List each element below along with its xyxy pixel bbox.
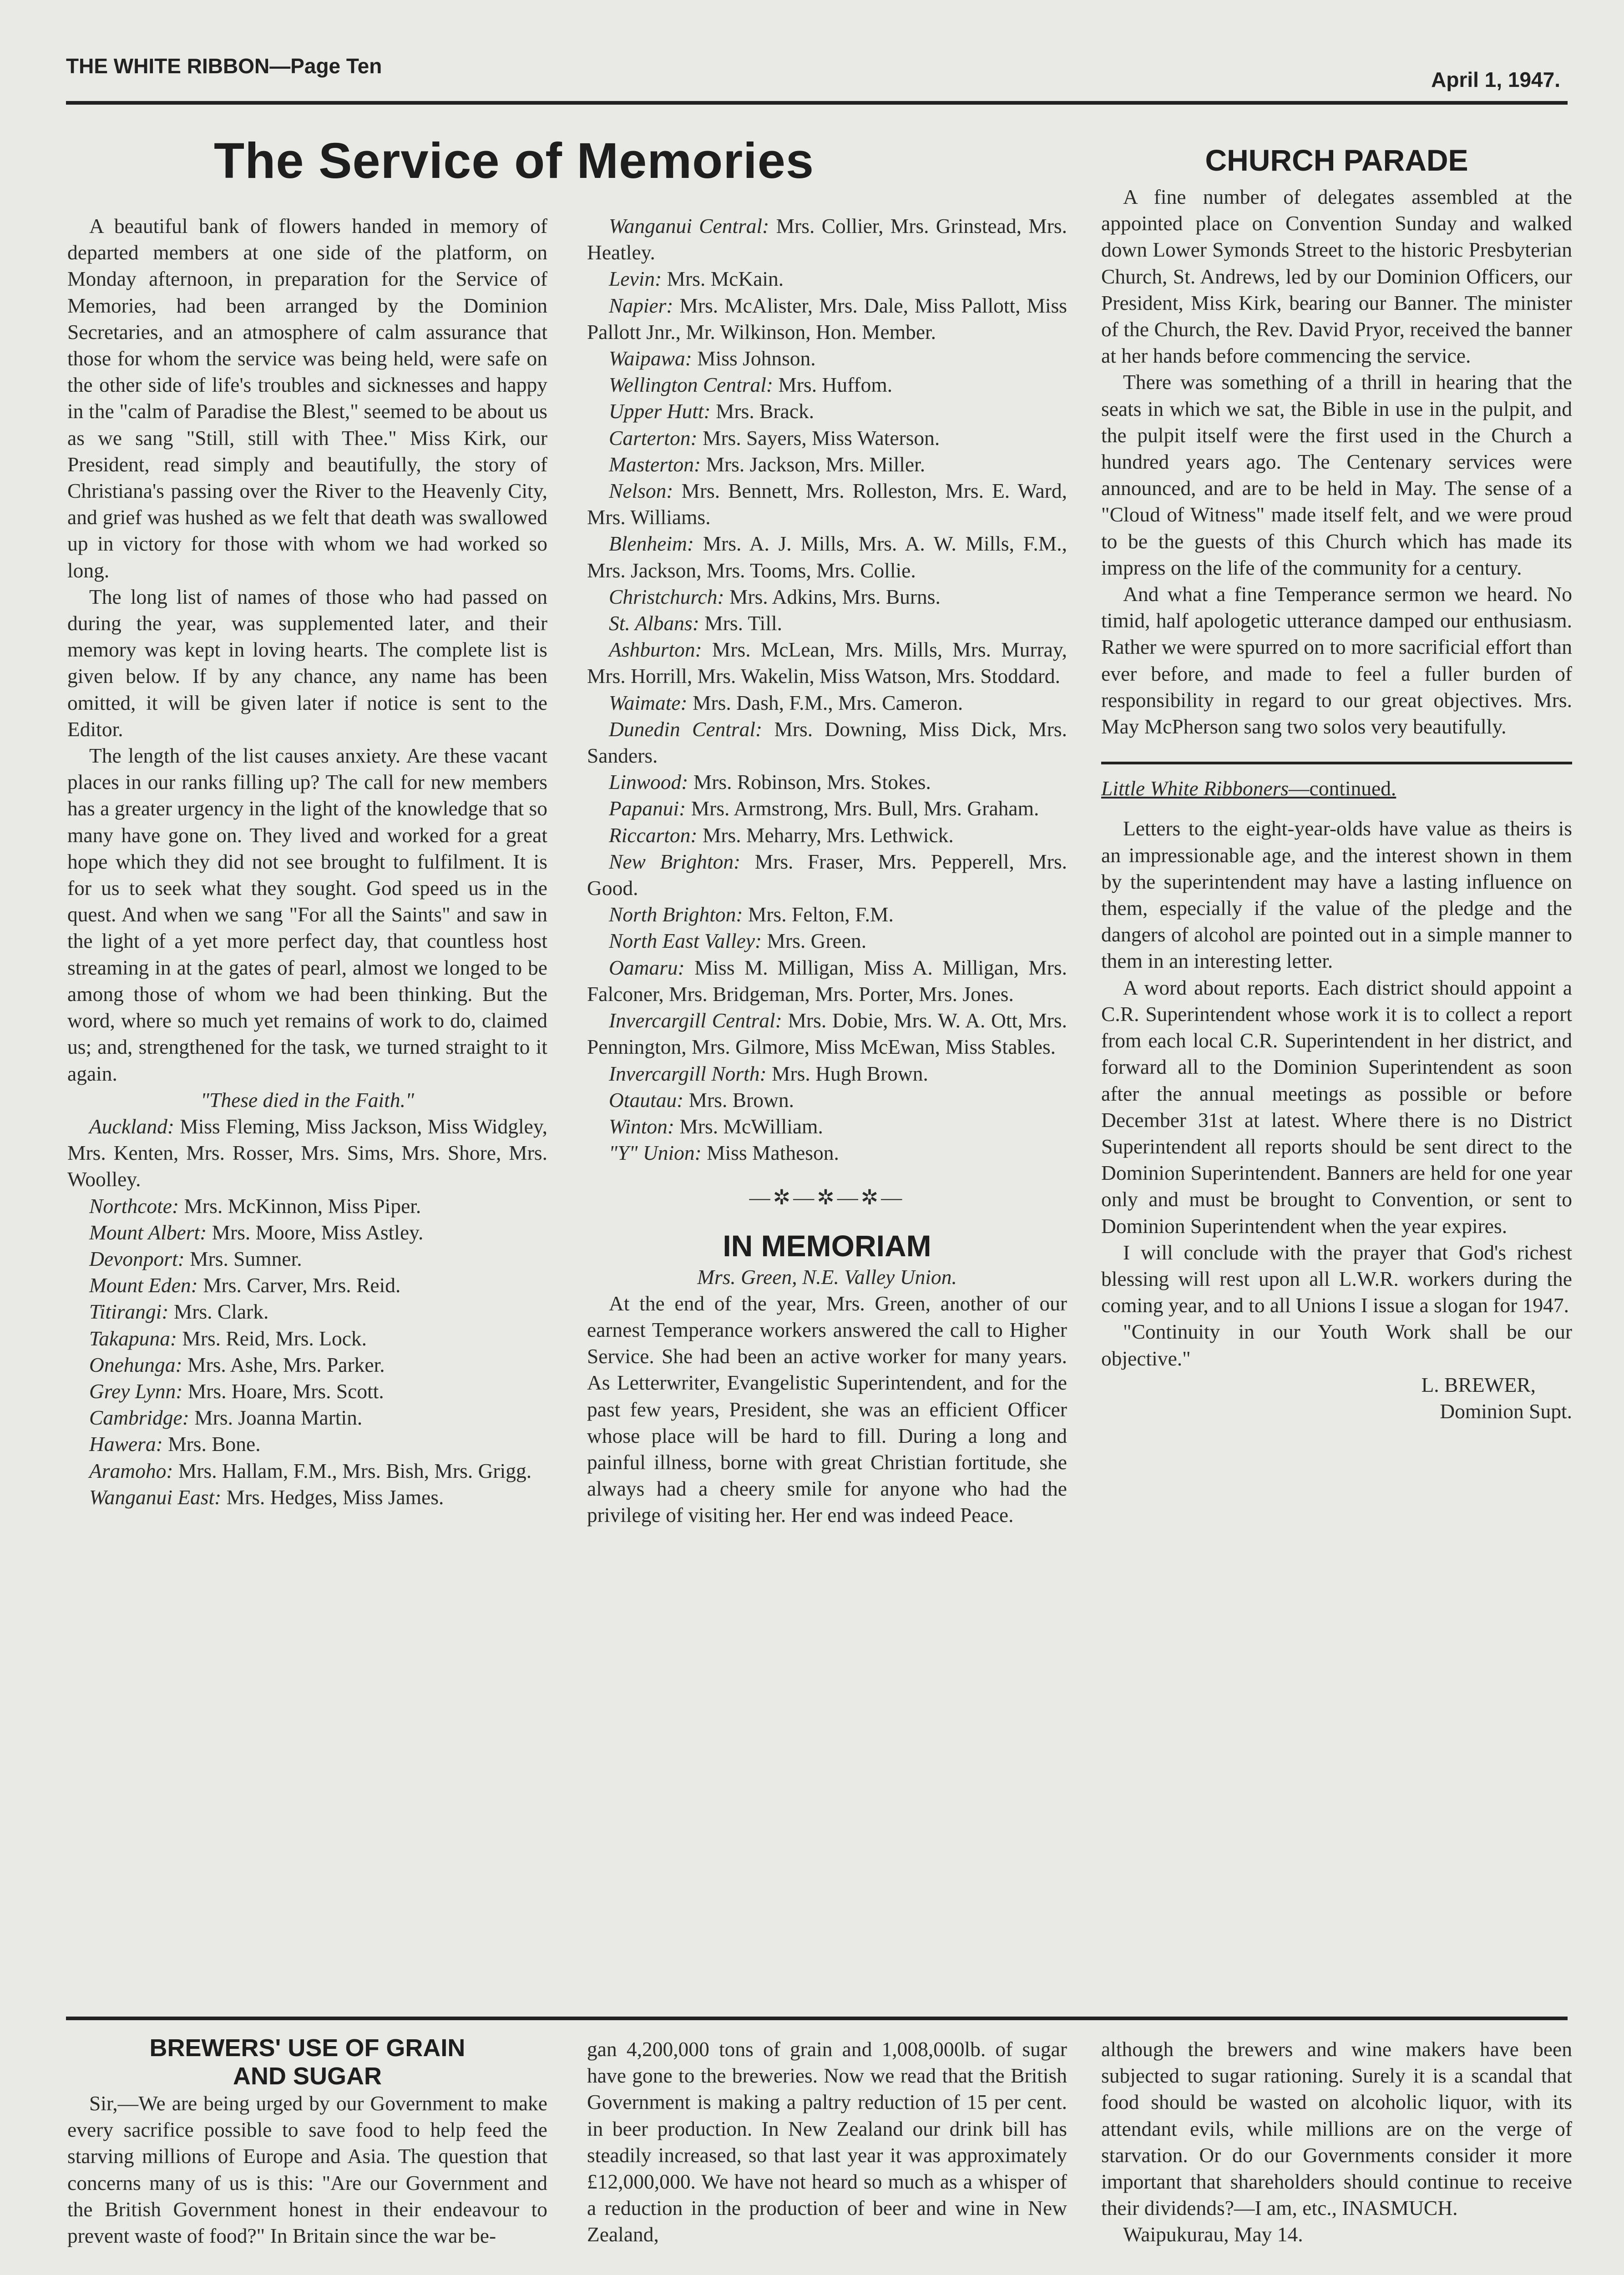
- memorial-entry: [587, 795, 1067, 822]
- memorial-place: Invercargill North:: [609, 1062, 767, 1085]
- memorial-names: Mrs. Clark.: [173, 1300, 269, 1324]
- memorial-entry: [587, 1007, 1067, 1060]
- memorial-place: Mount Albert:: [89, 1220, 207, 1244]
- memorial-place: Christchurch:: [609, 585, 724, 608]
- memorial-names: Mrs. Bone.: [168, 1432, 261, 1456]
- memorial-names: Miss M. Milligan, Miss A. Milligan, Mrs. Falconer, Mrs. Bridgeman, Mrs. Porter, Mrs. Jones.: [587, 956, 1067, 1006]
- memorial-entry: [67, 1272, 547, 1299]
- memorial-entry: [587, 531, 1067, 583]
- memorial-place: Wellington Central:: [609, 373, 774, 397]
- memorial-place: Upper Hutt:: [609, 399, 711, 423]
- little-white-paragraph-3: I will conclude with the prayer that God's richest blessing will rest upon all L.W.R. workers during the coming year, and to all Unions I issue a slogan for 1947.: [1101, 1240, 1572, 1317]
- brewers-title-line2: AND SUGAR: [233, 2063, 382, 2090]
- memorial-entry: [67, 1352, 547, 1378]
- memorial-place: Northcote:: [89, 1194, 179, 1218]
- memorial-names: Mrs. Reid, Mrs. Lock.: [182, 1326, 367, 1350]
- header-rule: [66, 101, 1568, 105]
- memorial-place: Blenheim:: [609, 532, 694, 556]
- church-paragraph-1: A fine number of delegates assembled at the appointed place on Convention Sunday and walked down Lower Symonds Street to the historic Presbyterian Church, St. Andrews, led by our Dominion Officers, our President, Miss Kirk, bearing our Banner. The minister of the Church, the Rev. David Pryor, received the banner at her hands before commencing the service.: [1101, 185, 1572, 368]
- memorial-entry: [587, 293, 1067, 345]
- memorial-place: Papanui:: [609, 797, 686, 820]
- memorial-place: Aramoho:: [89, 1459, 173, 1482]
- memorial-place: Wanganui East:: [89, 1485, 222, 1509]
- little-white-heading-suffix: —continued.: [1289, 777, 1396, 800]
- memorial-place: Invercargill Central:: [609, 1009, 782, 1032]
- memorial-place: Waipawa:: [609, 347, 692, 370]
- brewers-text-part2: gan 4,200,000 tons of grain and 1,008,000lb. of sugar have gone to the breweries. Now we read that the British Government is making a paltry reduction of 15 per cent. in beer production. In New Zealand our drink bill has steadily increased, so that last year it was approximately £12,000,000. We have not heard so much as a whisper of a reduction in the production of beer and wine in New Zealand,: [587, 2037, 1067, 2246]
- page-title: The Service of Memories: [214, 133, 815, 189]
- memorial-names: Mrs. Adkins, Mrs. Burns.: [729, 585, 941, 608]
- memorial-names: Mrs. Joanna Martin.: [194, 1406, 363, 1430]
- memorial-entry: [67, 1113, 547, 1193]
- memorial-names: Mrs. Huffom.: [778, 373, 893, 397]
- memorial-entry: [67, 1325, 547, 1352]
- memorial-entry: [587, 398, 1067, 425]
- column-2: [587, 213, 1067, 2008]
- little-white-paragraph-2: A word about reports. Each district should appoint a C.R. Superintendent whose work it is to collect a report from each local C.R. Superintendent in her district, and forward all to the Dominion Superintendent as soon after the annual meetings as possible or before December 31st at latest. Where there is no District Superintendent all reports should be sent direct to the Dominion Superintendent. Banners are held for one year only and must be brought to Convention, or sent to Dominion Superintendent when the year expires.: [1101, 976, 1572, 1238]
- memorial-place: Otautau:: [609, 1088, 684, 1112]
- brewers-column-1: [67, 2034, 547, 2275]
- memorial-entry: [587, 716, 1067, 769]
- memorial-entry: [587, 451, 1067, 478]
- memorial-place: New Brighton:: [609, 849, 741, 873]
- memorial-entry: [587, 213, 1067, 266]
- memorial-names: Mrs. Brack.: [716, 399, 815, 423]
- memorial-place: Linwood:: [609, 770, 688, 794]
- memorial-names: Mrs. Dash, F.M., Mrs. Cameron.: [693, 691, 963, 714]
- memorial-entry: [67, 1405, 547, 1431]
- little-white-heading: [1101, 775, 1572, 802]
- memorial-names: Mrs. Carver, Mrs. Reid.: [203, 1274, 401, 1297]
- brewers-text-part3: although the brewers and wine makers have been subjected to sugar rationing. Surely it is a scandal that food should be wasted on alcoholic liquor, with its attendant evils, while millions are on the verge of starvation. Or do our Governments consider it more important that shareholders should continue to receive their dividends?—I am, etc., INASMUCH.: [1101, 2037, 1572, 2220]
- memorial-entry: [587, 928, 1067, 954]
- memorial-names: Mrs. Jackson, Mrs. Miller.: [706, 452, 926, 476]
- memorial-entry: [587, 478, 1067, 531]
- service-paragraph-1: A beautiful bank of flowers handed in memory of departed members at one side of the platform, on Monday afternoon, in preparation for the Service of Memories, had been arranged by the Dominion Secretaries, and an atmosphere of calm assurance that those for whom the service was being held, were safe on the other side of life's troubles and sicknesses and happy in the "calm of Paradise the Blest," seemed to be about us as we sang "Still, still with Thee." Miss Kirk, our President, read simply and beautifully, the story of Christiana's passing over the River to the Heavenly City, and grief was hushed as we felt that death was swallowed up in victory for those with whom we had worked so long.: [67, 214, 547, 582]
- brewers-column-2: [587, 2036, 1067, 2275]
- memorial-names: Mrs. Meharry, Mrs. Lethwick.: [702, 823, 954, 847]
- memorial-entry: [67, 1193, 547, 1219]
- memorial-place: Mount Eden:: [89, 1274, 198, 1297]
- memorial-entry: [587, 1113, 1067, 1140]
- memorial-entry: [67, 1378, 547, 1405]
- memorial-entry: [67, 1431, 547, 1457]
- little-white-paragraph-1: Letters to the eight-year-olds have value as theirs is an impressionable age, and the interest shown in them by the superintendent may have a lasting influence on them, especially if the value of the pledge and the dangers of alcohol are pointed out in a simple manner to them in an interesting letter.: [1101, 817, 1572, 973]
- memorial-place: Hawera:: [89, 1432, 163, 1456]
- memorial-place: Grey Lynn:: [89, 1379, 183, 1403]
- brewers-column-3: [1101, 2036, 1572, 2275]
- memorial-place: Masterton:: [609, 452, 701, 476]
- memorial-entry: [587, 1087, 1067, 1113]
- memorial-names: Mrs. Armstrong, Mrs. Bull, Mrs. Graham.: [691, 797, 1039, 820]
- memorial-names: Mrs. McWilliam.: [679, 1114, 823, 1138]
- memorial-entry: [587, 849, 1067, 901]
- memorial-entry: [67, 1246, 547, 1272]
- memorial-names: Miss Matheson.: [707, 1141, 839, 1165]
- memorial-list-1: [67, 1113, 547, 1511]
- column-3: [1101, 136, 1572, 2007]
- memorial-place: Cambridge:: [89, 1406, 189, 1430]
- memorial-names: Mrs. Sayers, Miss Waterson.: [703, 426, 940, 450]
- memorial-place: Devonport:: [89, 1247, 185, 1270]
- memorial-names: Mrs. McAlister, Mrs. Dale, Miss Pallott, Miss Pallott Jnr., Mr. Wilkinson, Hon. Member.: [587, 293, 1067, 344]
- service-paragraph-3: The length of the list causes anxiety. Are these vacant places in our ranks filling up? The call for new members has a greater urgency in the light of the knowledge that so many have gone on. They lived and worked for a great hope which they did not see brought to fulfilment. It is for us to seek what they sought. God speed us in the quest. And when we sang "For all the Saints" and saw in the light of a yet more perfect day, that countless host streaming in at the gates of pearl, almost we longed to be among those of whom we had been thinking. But the word, where so much yet remains of work to do, claimed us; and, strengthened for the task, we turned straight to it again.: [67, 744, 547, 1085]
- memorial-place: North East Valley:: [609, 929, 762, 953]
- memorial-place: "Y" Union:: [609, 1141, 702, 1165]
- running-head-date: April 1, 1947.: [1431, 68, 1560, 91]
- memorial-place: Carterton:: [609, 426, 698, 450]
- memorial-names: Mrs. McKinnon, Miss Piper.: [184, 1194, 421, 1218]
- memorial-entry: [67, 1458, 547, 1484]
- memorial-place: Oamaru:: [609, 956, 685, 979]
- column-3-divider: [1101, 762, 1572, 764]
- church-paragraph-3: And what a fine Temperance sermon we heard. No timid, half apologetic utterance damped our enthusiasm. Rather we were spurred on to more sacrificial effort than ever before, and made to feel a fuller burden of responsibility in regard to our great objectives. Mrs. May McPherson sang two solos very beautifully.: [1101, 582, 1572, 738]
- memorial-names: Mrs. Ashe, Mrs. Parker.: [187, 1353, 385, 1376]
- brewers-signoff: Waipukurau, May 14.: [1123, 2223, 1303, 2246]
- memorial-place: Titirangi:: [89, 1300, 169, 1324]
- memorial-names: Mrs. Till.: [704, 612, 782, 635]
- memorial-entry: [587, 345, 1067, 372]
- column-1: [67, 213, 547, 2008]
- memoriam-title: IN MEMORIAM: [723, 1228, 931, 1263]
- memorial-names: Mrs. Downing, Miss Dick, Mrs. Sanders.: [587, 717, 1067, 768]
- memorial-place: North Brighton:: [609, 903, 743, 926]
- memorial-names: Mrs. Hoare, Mrs. Scott.: [187, 1379, 384, 1403]
- memorial-place: Takapuna:: [89, 1326, 177, 1350]
- signature-title: Dominion Supt.: [1440, 1399, 1572, 1423]
- little-white-paragraph-4: "Continuity in our Youth Work shall be our objective.": [1101, 1320, 1572, 1370]
- signature-name: L. BREWER,: [1421, 1373, 1536, 1396]
- memorial-place: Riccarton:: [609, 823, 698, 847]
- church-paragraph-2: There was something of a thrill in hearing that the seats in which we sat, the Bible in use in the pulpit, and the pulpit itself were the first used in the Church a hundred years ago. The Centenary services were announced, and are to be held in May. The sense of a "Cloud of Witness" made itself felt, and we were proud to be the guests of this Church which has made its impress on the life of the community for a century.: [1101, 370, 1572, 579]
- memorial-names: Miss Johnson.: [697, 347, 816, 370]
- memorial-names: Miss Fleming, Miss Jackson, Miss Widgley, Mrs. Kenten, Mrs. Rosser, Mrs. Sims, Mrs. Shore, Mrs. Woolley.: [67, 1114, 547, 1191]
- memorial-place: Napier:: [609, 293, 673, 317]
- memorial-names: Mrs. Hallam, F.M., Mrs. Bish, Mrs. Grigg.: [178, 1459, 532, 1482]
- church-parade-title: CHURCH PARADE: [1205, 143, 1468, 177]
- memorial-names: Mrs. A. J. Mills, Mrs. A. W. Mills, F.M., Mrs. Jackson, Mrs. Tooms, Mrs. Collie.: [587, 532, 1067, 582]
- memorial-entry: [587, 690, 1067, 716]
- brewers-text-part1: Sir,—We are being urged by our Government to make every sacrifice possible to save food to help feed the starving millions of Europe and Asia. The question that concerns many of us is this: "Are our Government and the British Government honest in their endeavour to prevent waste of food?" In Britain since the war be-: [67, 2092, 547, 2248]
- memorial-entry: [587, 1061, 1067, 1087]
- memorial-names: Mrs. Fraser, Mrs. Pepperell, Mrs. Good.: [587, 849, 1067, 900]
- brewers-title-line1: BREWERS' USE OF GRAIN: [149, 2034, 465, 2062]
- memorial-names: Mrs. Brown.: [688, 1088, 794, 1112]
- running-head-title: THE WHITE RIBBON—Page Ten: [66, 54, 382, 78]
- memorial-place: Onehunga:: [89, 1353, 182, 1376]
- memorial-entry: [587, 955, 1067, 1007]
- list-heading: "These died in the Faith.": [200, 1088, 415, 1112]
- memorial-entry: [587, 637, 1067, 689]
- little-white-heading-italic: Little White Ribboners: [1101, 777, 1289, 800]
- memorial-names: Mrs. Felton, F.M.: [748, 903, 894, 926]
- memorial-entry: [67, 1219, 547, 1246]
- memorial-entry: [587, 266, 1067, 292]
- memorial-names: Mrs. Moore, Miss Astley.: [212, 1220, 424, 1244]
- memorial-names: Mrs. Dobie, Mrs. W. A. Ott, Mrs. Pennington, Mrs. Gilmore, Miss McEwan, Miss Stables.: [587, 1009, 1067, 1059]
- memorial-names: Mrs. McKain.: [667, 267, 784, 291]
- memorial-place: Winton:: [609, 1114, 675, 1138]
- memorial-names: Mrs. Green.: [767, 929, 867, 953]
- memorial-entry: [587, 372, 1067, 398]
- memorial-entry: [587, 1140, 1067, 1166]
- memorial-place: St. Albans:: [609, 612, 699, 635]
- memorial-place: Waimate:: [609, 691, 688, 714]
- memorial-names: Mrs. Bennett, Mrs. Rolleston, Mrs. E. Ward, Mrs. Williams.: [587, 479, 1067, 529]
- memorial-names: Mrs. Hedges, Miss James.: [226, 1485, 444, 1509]
- bottom-rule: [66, 2017, 1568, 2020]
- memoriam-text: At the end of the year, Mrs. Green, another of our earnest Temperance workers answered the call to Higher Service. She had been an active worker for many years. As Letterwriter, Evangelistic Superintendent, and for the past few years, President, she was an efficient Officer whose place will be hard to fill. During a long and painful illness, borne with great Christian fortitude, she always had a cheery smile for anyone who had the privilege of visiting her. Her end was indeed Peace.: [587, 1291, 1067, 1527]
- memorial-names: Mrs. Collier, Mrs. Grinstead, Mrs. Heatley.: [587, 214, 1067, 264]
- memorial-place: Auckland:: [89, 1114, 174, 1138]
- memorial-entry: [587, 425, 1067, 451]
- memorial-names: Mrs. McLean, Mrs. Mills, Mrs. Murray, Mrs. Horrill, Mrs. Wakelin, Miss Watson, Mrs. Stoddard.: [587, 638, 1067, 688]
- memorial-list-2: [587, 213, 1067, 1166]
- memoriam-subtitle: Mrs. Green, N.E. Valley Union.: [697, 1265, 957, 1289]
- memorial-entry: [587, 610, 1067, 637]
- section-ornament: —✲—✲—✲—: [749, 1186, 905, 1209]
- memorial-entry: [67, 1299, 547, 1325]
- memorial-names: Mrs. Robinson, Mrs. Stokes.: [693, 770, 931, 794]
- running-head: [66, 49, 1560, 91]
- memorial-place: Levin:: [609, 267, 662, 291]
- memorial-names: Mrs. Sumner.: [190, 1247, 302, 1270]
- memorial-place: Dunedin Central:: [609, 717, 763, 741]
- memorial-entry: [67, 1484, 547, 1511]
- memorial-place: Ashburton:: [609, 638, 702, 662]
- memorial-names: Mrs. Hugh Brown.: [772, 1062, 928, 1085]
- memorial-place: Nelson:: [609, 479, 673, 503]
- memorial-entry: [587, 769, 1067, 795]
- memorial-entry: [587, 584, 1067, 610]
- memorial-entry: [587, 901, 1067, 928]
- memorial-place: Wanganui Central:: [609, 214, 769, 238]
- service-paragraph-2: The long list of names of those who had passed on during the year, was supplemented later, and their memory was kept in loving hearts. The complete list is given below. If by any chance, any name has been omitted, it will be given later if notice is sent to the Editor.: [67, 585, 547, 741]
- memorial-entry: [587, 822, 1067, 849]
